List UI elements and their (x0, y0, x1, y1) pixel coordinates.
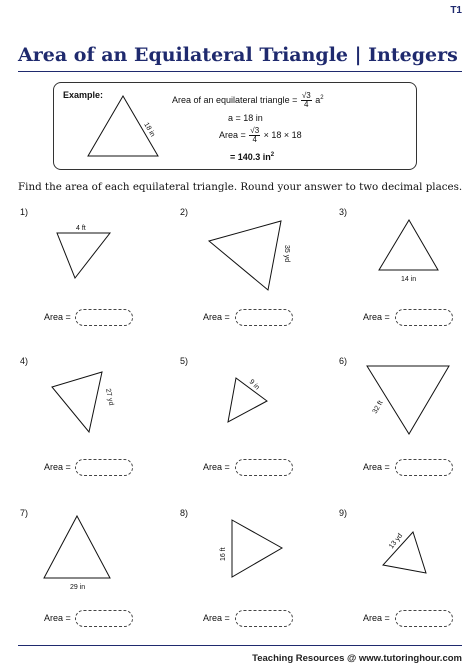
area-label-2: Area = (203, 312, 230, 322)
area-label-9: Area = (363, 613, 390, 623)
problem-number-8: 8) (180, 508, 189, 518)
triangle-3 (379, 220, 438, 270)
formula-variable: a (315, 94, 321, 105)
side-label-8: 16 ft (220, 547, 227, 561)
side-label-9: 13 yd (388, 532, 405, 551)
footer-credit: Teaching Resources @ www.tutoringhour.com (252, 653, 462, 664)
answer-box-3[interactable] (395, 309, 453, 326)
example-label: Example: (63, 90, 104, 100)
area-result: = 140.3 in (230, 152, 271, 162)
area-label-6: Area = (363, 462, 390, 472)
triangle-1 (57, 233, 110, 278)
area-label-1: Area = (44, 312, 71, 322)
answer-box-1[interactable] (75, 309, 133, 326)
formula-prefix: Area of an equilateral triangle = (172, 94, 298, 105)
answer-box-4[interactable] (75, 459, 133, 476)
problem-number-9: 9) (339, 508, 348, 518)
problem-number-7: 7) (20, 508, 29, 518)
area-result-exponent: 2 (270, 152, 275, 158)
area-label-8: Area = (203, 613, 230, 623)
problem-number-4: 4) (20, 356, 29, 366)
answer-box-5[interactable] (235, 459, 293, 476)
side-label-6: 32 ft (371, 399, 385, 415)
formula-denominator: 4 (304, 100, 309, 109)
triangle-8 (232, 520, 282, 577)
answer-box-6[interactable] (395, 459, 453, 476)
formula-exponent: 2 (320, 94, 324, 101)
answer-box-9[interactable] (395, 610, 453, 627)
area-calc-terms: × 18 × 18 (263, 129, 302, 140)
problem-number-6: 6) (339, 356, 348, 366)
area-calc-numerator: √3 (250, 126, 260, 135)
area-label-3: Area = (363, 312, 390, 322)
answer-box-7[interactable] (75, 610, 133, 627)
side-label-3: 14 in (401, 276, 417, 283)
triangle-2 (209, 221, 281, 290)
area-label-5: Area = (203, 462, 230, 472)
side-label-2: 35 yd (283, 245, 290, 263)
footer-divider (18, 645, 462, 646)
problem-number-2: 2) (180, 207, 189, 217)
triangle-9 (383, 532, 426, 573)
side-label-1: 4 ft (76, 225, 86, 232)
problem-number-3: 3) (339, 207, 348, 217)
triangle-6 (367, 366, 449, 434)
example-side-label: 18 in (142, 121, 156, 139)
answer-box-8[interactable] (235, 610, 293, 627)
area-calc-prefix: Area = (219, 129, 246, 140)
worksheet-code: T1 (450, 5, 462, 16)
triangle-4 (52, 372, 102, 432)
problem-number-1: 1) (20, 207, 29, 217)
area-label-7: Area = (44, 613, 71, 623)
side-label-5: 9 in (247, 378, 261, 392)
triangle-5 (228, 378, 267, 422)
answer-box-2[interactable] (235, 309, 293, 326)
side-label-4: 27 yd (104, 387, 115, 407)
page-title: Area of an Equilateral Triangle | Integers (18, 44, 458, 66)
area-label-4: Area = (44, 462, 71, 472)
triangle-7 (44, 516, 110, 578)
instructions: Find the area of each equilateral triangle. Round your answer to two decimal places. (18, 181, 463, 193)
side-label-7: 29 in (70, 584, 86, 591)
problem-number-5: 5) (180, 356, 189, 366)
formula-numerator: √3 (301, 91, 311, 100)
area-calc-denominator: 4 (252, 135, 257, 144)
side-value-line: a = 18 in (228, 113, 263, 123)
